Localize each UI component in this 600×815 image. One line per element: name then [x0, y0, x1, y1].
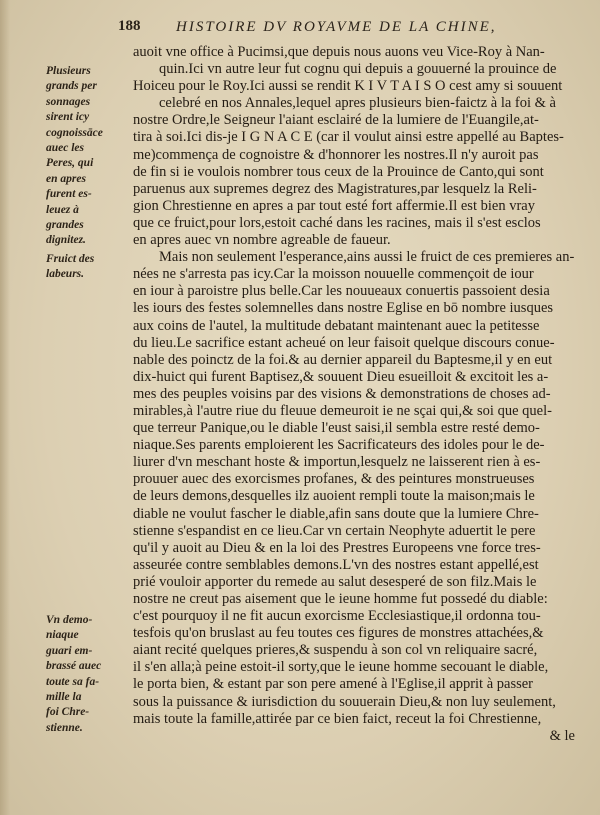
margin-line: labeurs.: [46, 268, 85, 281]
margin-line: toute sa fa-: [46, 675, 100, 688]
text-line: sous la puissance & iurisdiction du souuerain Dieu,& non luy seulement,: [133, 693, 556, 710]
text-line: nostre Ordre,le Seigneur l'aiant esclairé de la lumiere de l'Euangile,at-: [133, 112, 539, 129]
text-line: en apres auec vn nombre agreable de faueur.: [133, 232, 391, 249]
margin-line: auec les: [46, 142, 85, 155]
text-line: liurer d'vn meschant hoste & importun,lesquelz ne laisserent rien à es-: [133, 454, 541, 471]
text-line: aux coins de l'autel, la multitude debatant maintenant auec la petitesse: [133, 317, 540, 334]
margin-line: en apres: [46, 172, 86, 185]
margin-line: sirent icy: [46, 111, 90, 124]
margin-line: Vn demo-: [46, 614, 93, 626]
text-line: prié vouloir apporter du remede au salut desesperé de son filz.Mais le: [133, 573, 537, 590]
text-line: niaque.Ses parents emploierent les Sacrificateurs des idoles pour le de-: [133, 437, 545, 454]
text-line: que terreur Panique,ou le diable l'eust saisi,il sembla estre resté demo-: [133, 420, 540, 437]
text-line: tira à soi.Ici dis-je I G N A C E (car il voulut ainsi estre appellé au Baptes-: [133, 129, 564, 146]
text-line: qu'il y auoit au Dieu & en la loi des Prestres Europeens vne force tres-: [133, 539, 541, 556]
margin-line: dignitez.: [46, 234, 86, 247]
text-line: me)commença de cognoistre & d'honnorer les nostres.Il n'y auroit pas: [133, 146, 539, 163]
text-line: mes des peuples voisins par des visions & demonstrations de choses ad-: [133, 385, 551, 402]
text-line: stienne s'espandist en ce lieu.Car vn certain Neophyte aduertit le pere: [133, 522, 536, 539]
text-line: c'est pourquoy il ne fit aucun exorcisme Ecclesiastique,il ordonna tou-: [133, 608, 541, 625]
margin-line: niaque: [46, 629, 79, 642]
margin-line: Fruict des: [46, 253, 95, 265]
text-line: nable des poinctz de la foi.& au dernier appareil du Baptesme,il y en eut: [133, 351, 553, 368]
text-line: en iour à paroistre plus belle.Car les nouueaux conuertis passoient desia: [133, 283, 550, 300]
margin-line: sonnages: [46, 95, 91, 108]
text-line: quin.Ici vn autre leur fut cognu qui depuis a gouuerné la prouince de: [159, 61, 557, 78]
page-number: 188: [118, 18, 141, 34]
text-line: Hoiceu pour le Roy.Ici aussi se rendit K I V T A I S O cest amy si souuent: [133, 78, 563, 95]
margin-line: Peres, qui: [46, 157, 94, 170]
text-line: de leurs demons,desquelles ilz auoient rempli toute la maison;mais le: [133, 488, 535, 505]
margin-line: leuez à: [46, 203, 79, 216]
text-line: il s'en alla;à peine estoit-il sorty,que le ieune homme secouant le diable,: [133, 659, 549, 676]
text-line: tesfois qu'on bruslast au feu toutes ces figures de monstres attachées,&: [133, 625, 544, 642]
catchword: & le: [549, 727, 575, 744]
margin-note-notables: [46, 64, 128, 249]
text-line: diable ne voulut fascher le diable,afin sans doute que la lumiere Chre-: [133, 505, 539, 522]
text-line: asseurée contre semblables demons.L'vn des nostres estant appellé,est: [133, 556, 539, 573]
text-line: paruenus aux supremes degrez des Magistratures,par lesquelz la Reli-: [133, 180, 537, 197]
body-text: [133, 44, 575, 745]
margin-line: grands per: [46, 80, 97, 93]
text-line: auoit vne office à Pucimsi,que depuis nous auons veu Vice-Roy à Nan-: [133, 44, 545, 60]
text-line: nées ne s'arresta pas icy.Car la moisson nouuelle commençoit de iour: [133, 266, 534, 283]
margin-note-demoniac: [46, 613, 128, 736]
text-line: dix-huict qui furent Baptisez,& souuent Dieu esueilloit & excitoit les a-: [133, 368, 549, 385]
margin-line: Plusieurs: [46, 65, 91, 77]
text-line: nostre ne creut pas aisement que le ieune homme fut possedé du diable:: [133, 591, 548, 607]
margin-note-fruits: [46, 252, 128, 283]
margin-line: mille la: [46, 691, 82, 704]
text-line: de fin si ie voulois nombrer tous ceux de la Prouince de Canto,qui sont: [133, 163, 544, 180]
text-line: aiant recité quelques prieres,& suspendu à son col vn reliquaire sacré,: [133, 642, 538, 659]
margin-line: stienne.: [46, 721, 83, 734]
margin-line: foi Chre-: [46, 706, 90, 719]
text-line: les iours des festes solemnelles dans nostre Eglise en bō nombre iusques: [133, 300, 554, 317]
paragraph-start-line: Mais non seulement l'esperance,ains aussi le fruict de ces premieres an-: [159, 249, 575, 266]
text-line: celebré en nos Annales,lequel apres plusieurs bien-faictz à la foi & à: [159, 95, 556, 112]
margin-line: cognoissāce: [46, 126, 103, 139]
text-line: que ce fruict,pour lors,estoit caché dans les racines, mais il s'est esclos: [133, 214, 541, 231]
margin-line: furent es-: [46, 188, 92, 201]
text-line: gion Chrestienne en apres a par tout esté fort affermie.Il est bien vray: [133, 197, 535, 214]
page-header: [0, 18, 600, 42]
text-line: prouuer auec des exorcismes profanes, & des peintures monstrueuses: [133, 471, 535, 488]
text-line: du lieu.Le sacrifice estant acheué on leur faisoit quelque discours conue-: [133, 334, 555, 351]
margin-line: guari em-: [46, 644, 93, 657]
margin-line: grandes: [46, 219, 84, 232]
text-line: mais toute la famille,attirée par ce bien faict, receut la foi Chrestienne,: [133, 710, 542, 727]
text-line: le porta bien, & estant par son pere amené à l'Eglise,il apprit à passer: [133, 676, 534, 693]
running-title: HISTOIRE DV ROYAVME DE LA CHINE,: [176, 19, 497, 35]
margin-line: brassé auec: [46, 660, 102, 673]
text-line: mirables,à l'autre riue du fleuue demeuroit ie ne sçai qui,& soi que quel-: [133, 402, 552, 419]
